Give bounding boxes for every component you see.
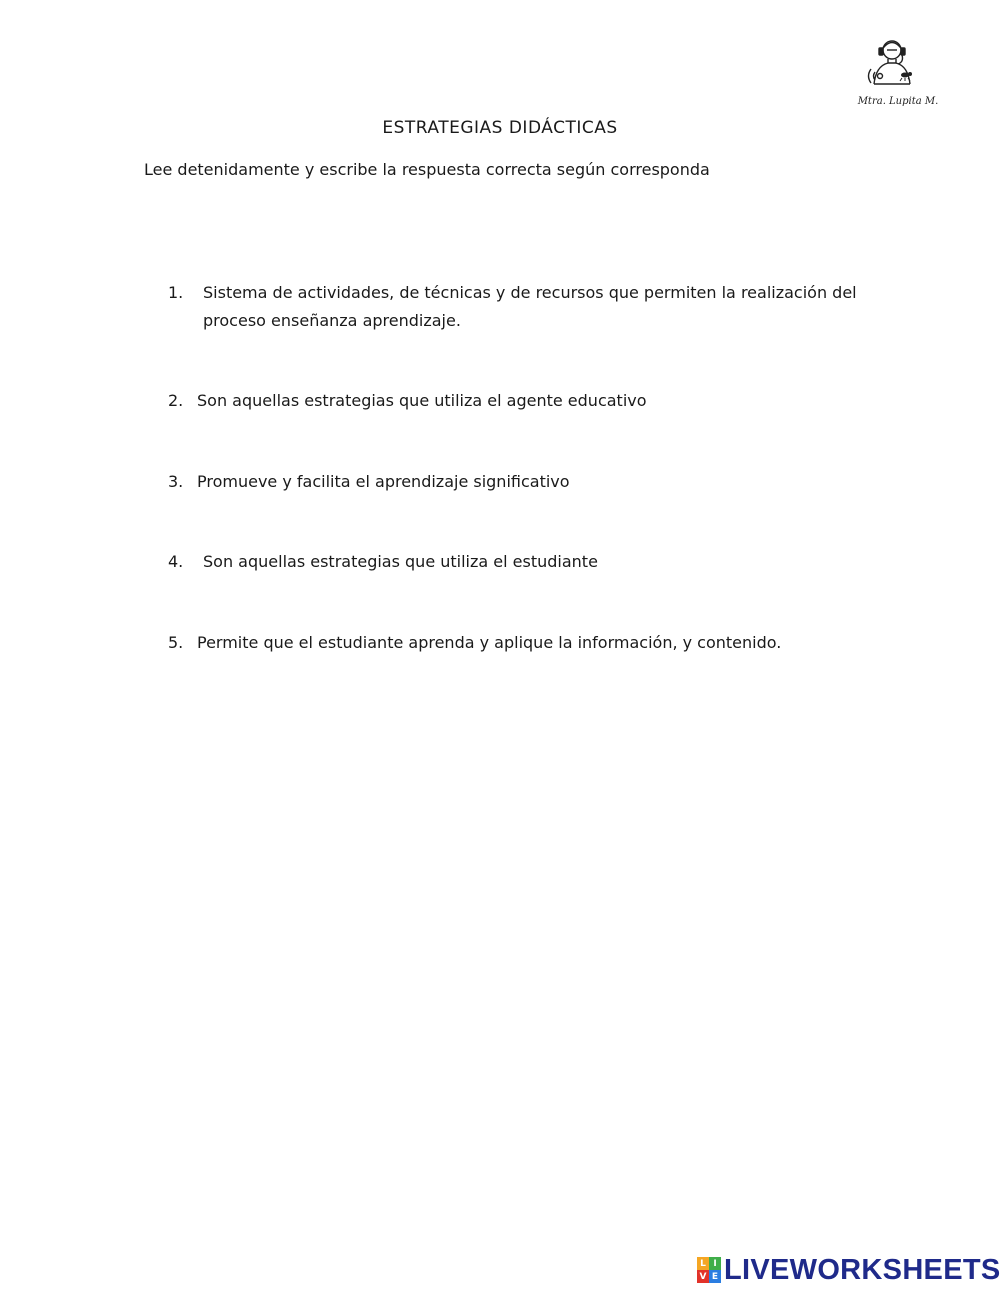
instructions-text: Lee detenidamente y escribe la respuesta correcta según corresponda <box>144 160 710 179</box>
question-text: Sistema de actividades, de técnicas y de recursos que permiten la realización del proceso enseñanza aprendizaje. <box>203 283 857 330</box>
teacher-logo <box>852 38 944 116</box>
worksheet-title: ESTRATEGIAS DIDÁCTICAS <box>382 118 618 138</box>
question-text: Promueve y facilita el aprendizaje significativo <box>197 472 570 491</box>
question-number: 1. <box>168 283 184 302</box>
brand-mark-letter: I <box>709 1257 721 1270</box>
brand-mark-letter: L <box>697 1257 709 1270</box>
logo-caption: Mtra. Lupita M. <box>857 96 939 107</box>
brand-text: LIVEWORKSHEETS <box>724 1253 1000 1286</box>
question-text: Son aquellas estrategias que utiliza el estudiante <box>203 552 598 571</box>
question-text: Permite que el estudiante aprenda y aplique la información, y contenido. <box>197 633 782 652</box>
question-number: 4. <box>168 552 184 571</box>
teacher-avatar-icon <box>858 38 938 94</box>
question-number: 2. <box>168 391 184 410</box>
question-number: 3. <box>168 472 184 491</box>
brand-mark-letter: V <box>697 1270 709 1283</box>
brand-mark-letter: E <box>709 1270 721 1283</box>
question-number: 5. <box>168 633 184 652</box>
liveworksheets-brand[interactable] <box>697 1252 1000 1288</box>
liveworksheets-logo-icon <box>697 1257 721 1283</box>
question-text: Son aquellas estrategias que utiliza el agente educativo <box>197 391 647 410</box>
